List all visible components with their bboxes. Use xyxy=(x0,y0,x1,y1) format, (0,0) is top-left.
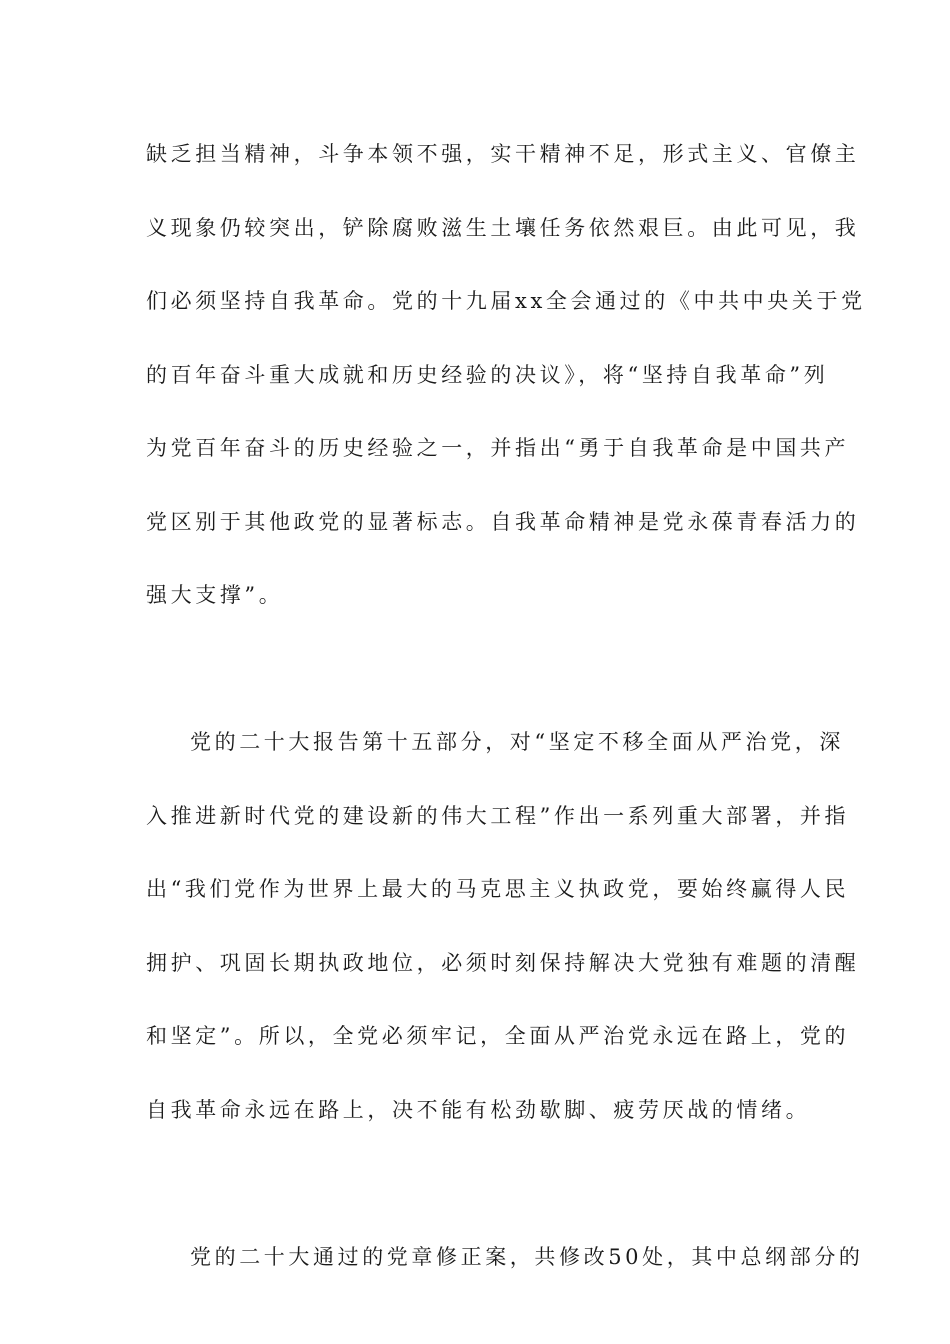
body-text xyxy=(146,132,866,1308)
text-line: 义现象仍较突出，铲除腐败滋生土壤任务依然艰巨。由此可见，我 xyxy=(146,215,860,240)
text-line: 的百年奋斗重大成就和历史经验的决议》，将“坚持自我革命”列 xyxy=(146,362,829,387)
text-line: 党区别于其他政党的显著标志。自我革命精神是党永葆青春活力的 xyxy=(146,509,860,534)
text-line: 自我革命永远在路上，决不能有松劲歇脚、疲劳厌战的情绪。 xyxy=(146,1097,811,1122)
text-line: 缺乏担当精神，斗争本领不强，实干精神不足，形式主义、官僚主 xyxy=(146,142,860,166)
text-line: 强大支撑”。 xyxy=(146,583,284,607)
text-line: 为党百年奋斗的历史经验之一，并指出“勇于自我革命是中国共产 xyxy=(146,436,850,460)
text-line: 拥护、巩固长期执政地位，必须时刻保持解决大党独有难题的清醒 xyxy=(146,950,860,975)
paragraph-first-line: 党的二十大报告第十五部分，对“坚定不移全面从严治党，深 xyxy=(190,730,844,754)
paragraph-gap xyxy=(146,1161,806,1235)
text-line: 们必须坚持自我革命。党的十九届xx全会通过的《中共中央关于党 xyxy=(146,289,866,313)
text-line: 入推进新时代党的建设新的伟大工程”作出一系列重大部署，并指 xyxy=(146,803,850,828)
text-line: 和坚定”。所以，全党必须牢记，全面从严治党永远在路上，党的 xyxy=(146,1024,850,1048)
paragraph-gap xyxy=(146,647,806,721)
text-line: 出“我们党作为世界上最大的马克思主义执政党，要始终赢得人民 xyxy=(146,877,850,901)
paragraph-first-line: 党的二十大通过的党章修正案，共修改50处，其中总纲部分的 xyxy=(190,1244,864,1269)
